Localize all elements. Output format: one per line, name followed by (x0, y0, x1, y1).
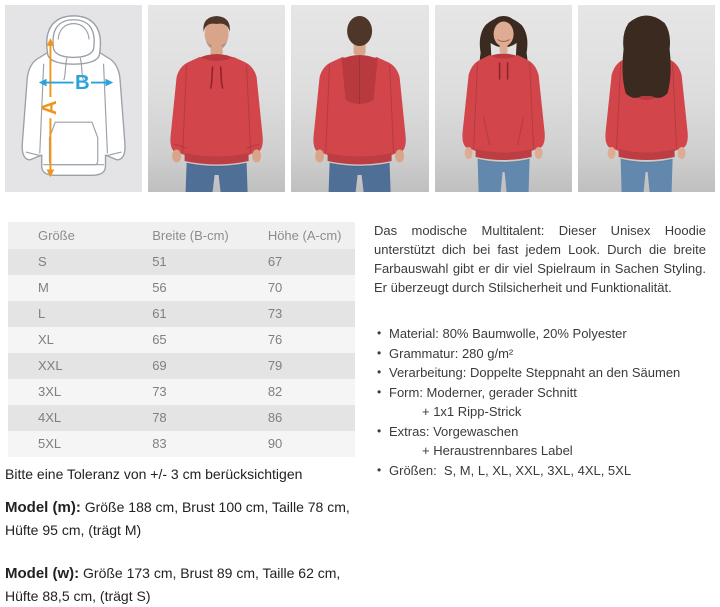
man-front-photo-icon (148, 5, 285, 192)
feature-item: • Form: Moderner, gerader Schnitt (374, 383, 706, 403)
size-table-header: Breite (B-cm) (152, 222, 268, 249)
size-table-cell: 67 (268, 249, 355, 275)
size-table-row (8, 275, 355, 301)
product-image-strip (5, 5, 715, 192)
size-table-cell: M (8, 275, 152, 301)
size-table-row (8, 379, 355, 405)
size-table-cell: XXL (8, 353, 152, 379)
size-table-cell: 82 (268, 379, 355, 405)
size-table-header: Größe (8, 222, 152, 249)
feature-item: • Verarbeitung: Doppelte Steppnaht an den Säumen (374, 363, 706, 383)
size-table-cell: 79 (268, 353, 355, 379)
size-table-row (8, 249, 355, 275)
size-table-cell: 61 (152, 301, 268, 327)
photo-man-front (148, 5, 285, 192)
size-table-cell: 5XL (8, 431, 152, 457)
size-table (8, 222, 355, 457)
model-m-label: Model (m): (5, 499, 81, 516)
size-table-row (8, 353, 355, 379)
size-table-cell: 76 (268, 327, 355, 353)
size-table-cell: 83 (152, 431, 268, 457)
feature-item: • Extras: Vorgewaschen (374, 422, 706, 442)
feature-list (374, 324, 706, 480)
photo-man-back (291, 5, 428, 192)
size-table-cell: S (8, 249, 152, 275)
measure-label-b: B (74, 71, 90, 94)
model-w-note (5, 562, 363, 607)
woman-back-photo-icon (578, 5, 715, 192)
size-table-cell: 70 (268, 275, 355, 301)
feature-item: + 1x1 Ripp-Strick (422, 404, 522, 419)
feature-item: • Größen: S, M, L, XL, XXL, 3XL, 4XL, 5XL (374, 461, 706, 481)
photo-woman-front (435, 5, 572, 192)
size-diagram-panel (5, 5, 142, 192)
model-w-label: Model (w): (5, 565, 80, 582)
man-back-photo-icon (291, 5, 428, 192)
size-table-cell: 4XL (8, 405, 152, 431)
size-table-row (8, 431, 355, 457)
size-table-cell: 69 (152, 353, 268, 379)
tolerance-note: Bitte eine Toleranz von +/- 3 cm berücksichtigen (5, 466, 303, 482)
product-description-column (374, 221, 706, 480)
measure-label-a: A (38, 100, 61, 116)
hoodie-measurement-diagram-icon (5, 5, 142, 192)
size-table-cell: 3XL (8, 379, 152, 405)
product-description-text: Das modische Multitalent: Dieser Unisex Hoodie unterstützt dich bei fast jedem Look. Durch die breite Farbauswahl gibt er dir viel Spielraum in Sachen Styling. Er überzeugt durch Stilsicherheit und Funktionalität. (374, 223, 706, 295)
size-table-cell: 86 (268, 405, 355, 431)
size-table-cell: 90 (268, 431, 355, 457)
size-table-row (8, 301, 355, 327)
size-table-cell: L (8, 301, 152, 327)
size-table-row (8, 405, 355, 431)
size-table-cell: 56 (152, 275, 268, 301)
size-table-cell: 73 (152, 379, 268, 405)
size-table-body (8, 249, 355, 457)
size-table-row (8, 327, 355, 353)
size-table-cell: 78 (152, 405, 268, 431)
feature-item: + Heraustrennbares Label (422, 443, 573, 458)
feature-item: • Grammatur: 280 g/m² (374, 344, 706, 364)
size-table-header: Höhe (A-cm) (268, 222, 355, 249)
model-w-text: Größe 173 cm, Brust 89 cm, Taille 62 cm, Hüfte 88,5 cm, (trägt S) (5, 565, 341, 604)
photo-woman-back (578, 5, 715, 192)
feature-item: • Material: 80% Baumwolle, 20% Polyester (374, 324, 706, 344)
size-table-cell: 73 (268, 301, 355, 327)
size-table-cell: 65 (152, 327, 268, 353)
size-table-cell: 51 (152, 249, 268, 275)
model-m-text: Größe 188 cm, Brust 100 cm, Taille 78 cm, Hüfte 95 cm, (trägt M) (5, 499, 350, 538)
size-table-cell: XL (8, 327, 152, 353)
size-table-head-row (8, 222, 355, 249)
model-m-note (5, 496, 363, 541)
woman-front-photo-icon (435, 5, 572, 192)
